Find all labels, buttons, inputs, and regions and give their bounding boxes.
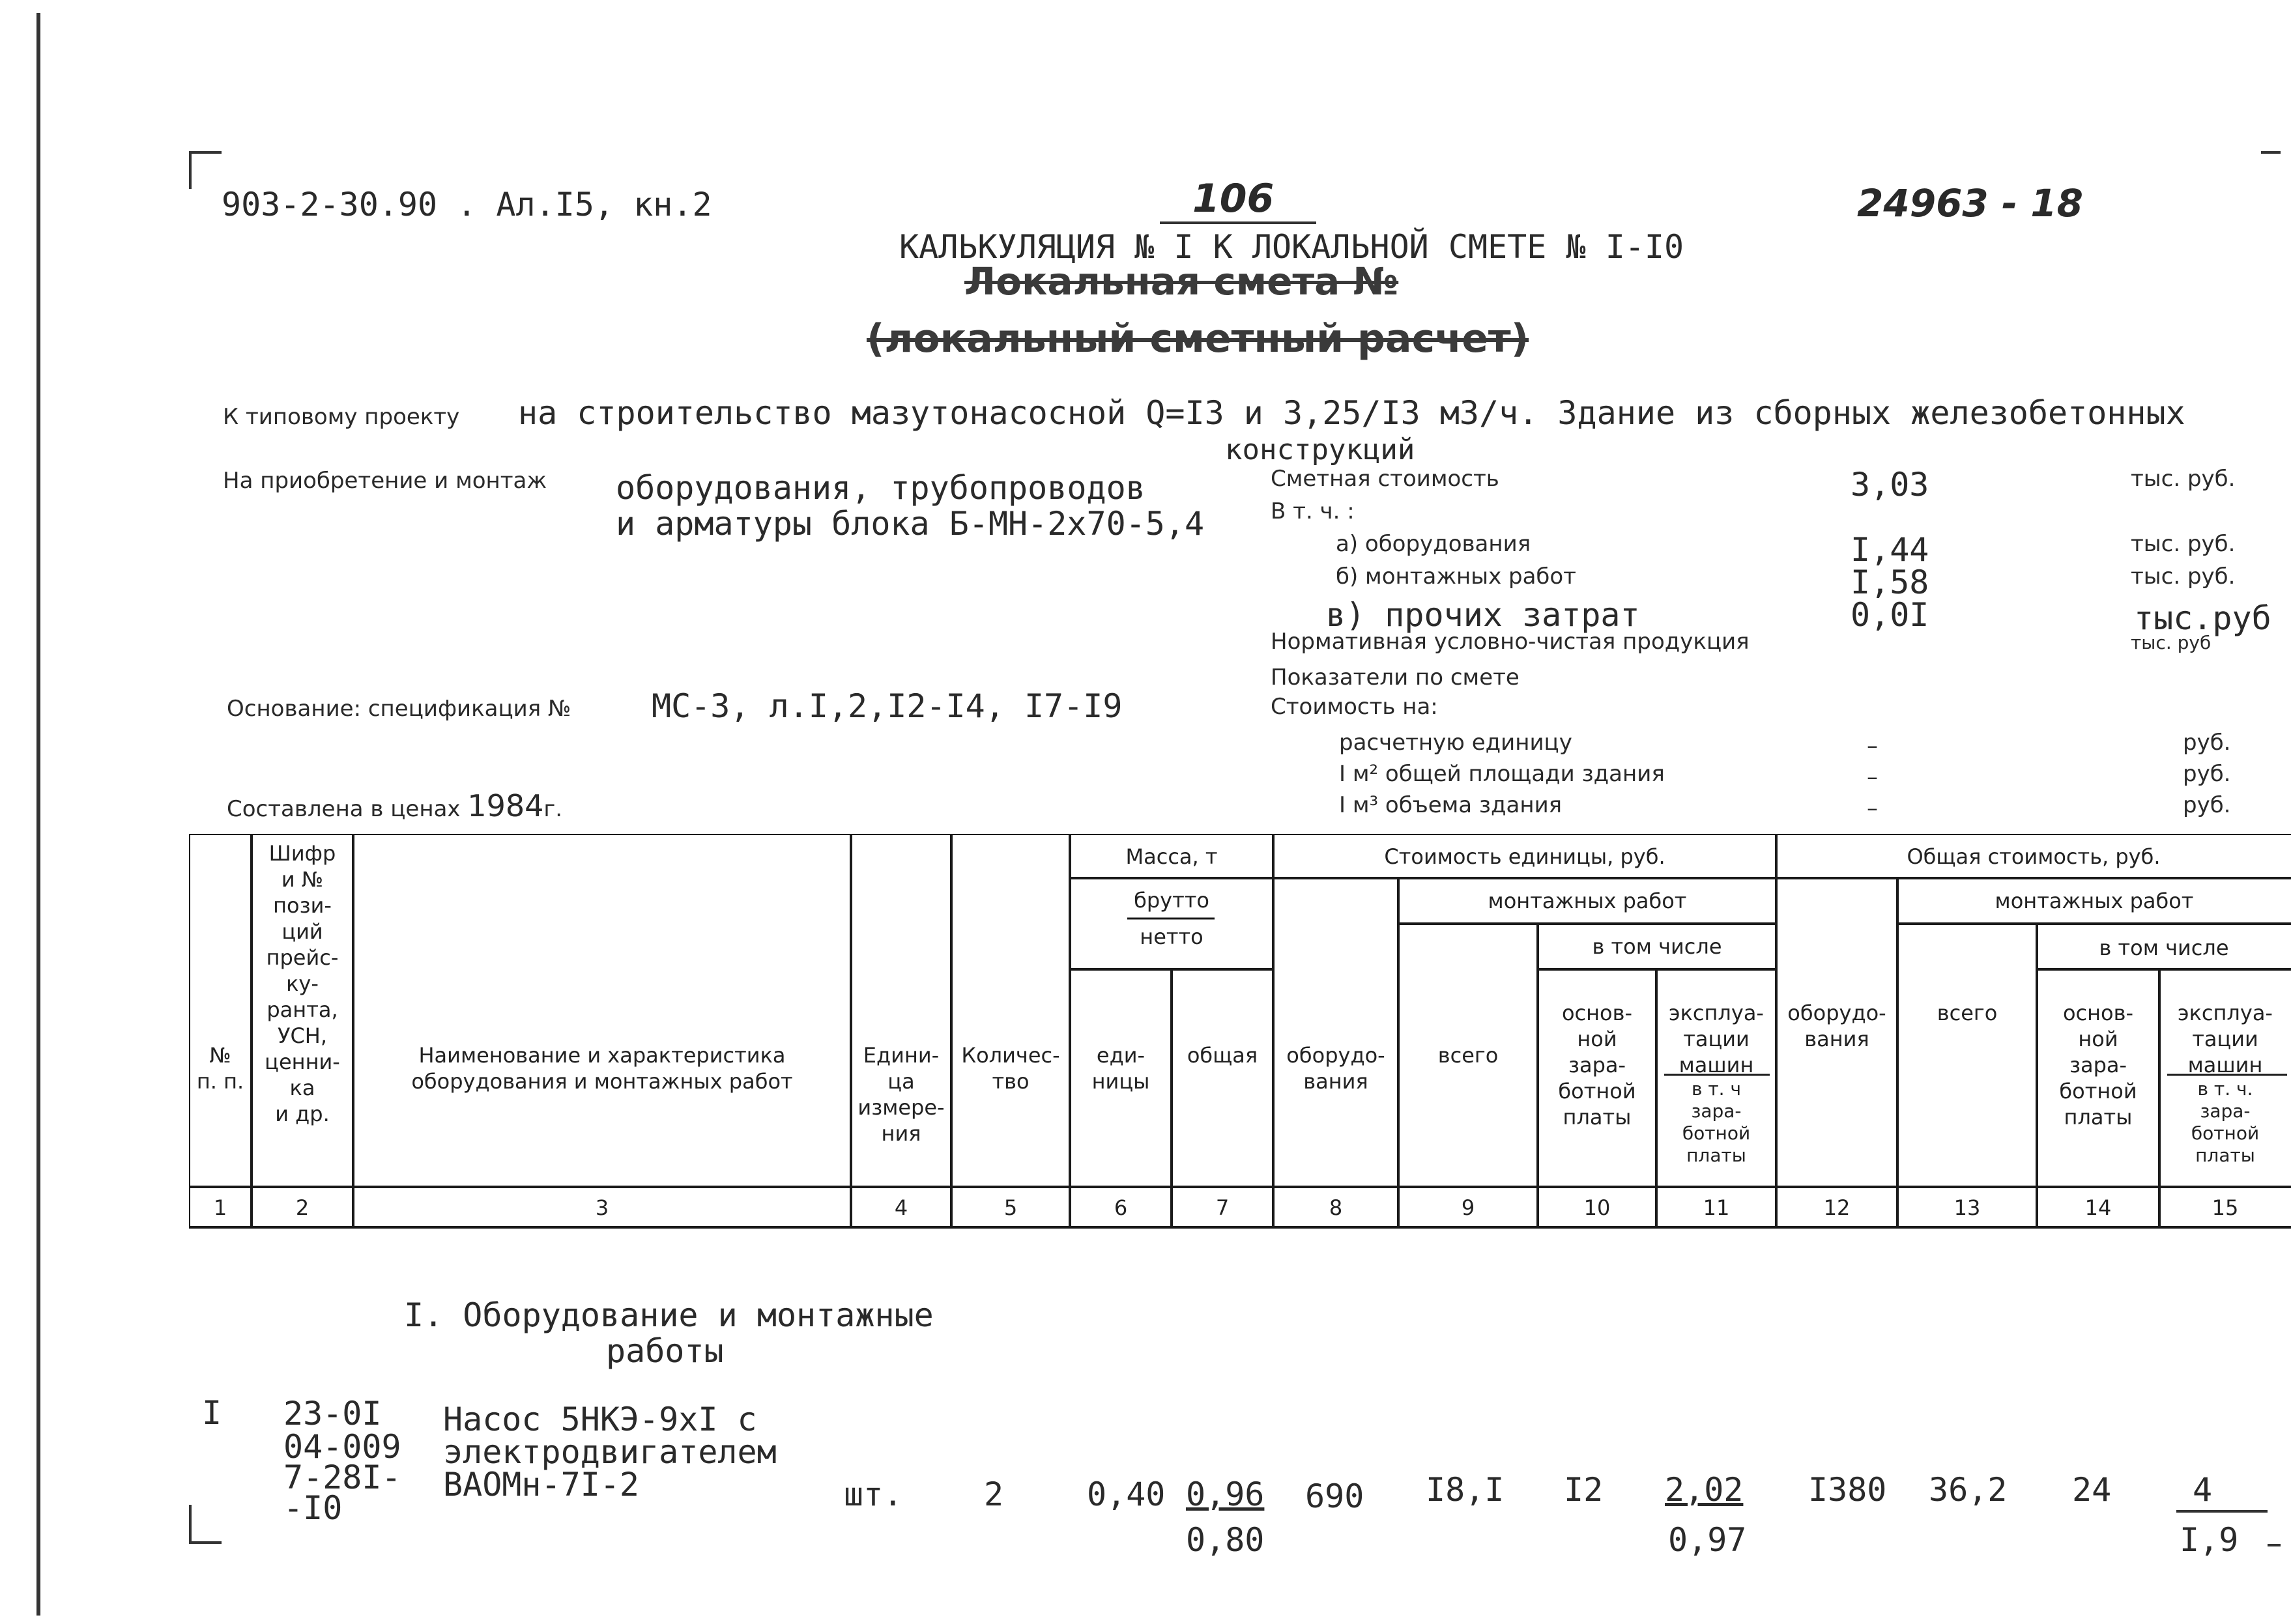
th-mass: Масса, т [1125, 844, 1218, 869]
purpose-value-2: и арматуры блока Б-МН-2х70-5,4 [616, 505, 1205, 543]
col-num: 14 [2084, 1195, 2112, 1220]
th-mass-netto: нетто [1140, 924, 1203, 949]
col-num: 9 [1461, 1195, 1475, 1220]
calc-title: КАЛЬКУЛЯЦИЯ № I К ЛОКАЛЬНОЙ СМЕТЕ № I-I0 [899, 228, 1684, 266]
th-qty: Количес- тво [961, 1043, 1060, 1094]
th-incl-2: в том числе [2099, 935, 2229, 960]
th-equip: оборудо- вания [1286, 1043, 1385, 1094]
per-unit-unit: руб. [2183, 730, 2231, 756]
row-code-4: -I0 [283, 1489, 343, 1527]
col-num: 5 [1003, 1195, 1018, 1220]
smeta-unit: тыс. руб. [2131, 466, 2236, 492]
project-value: на строительство мазутонасосной Q=I3 и 3,25/I3 м3/ч. Здание из сборных железобетонных [518, 394, 2185, 432]
cost-other-unit: тыс.руб [2134, 599, 2271, 637]
th-mont-work: монтажных работ [1488, 889, 1687, 913]
col-num: 13 [1953, 1195, 1981, 1220]
th-machines-salary-2: в т. ч. зара- ботной платы [2191, 1078, 2260, 1166]
col-num: 15 [2212, 1195, 2239, 1220]
compiled-suffix: г. [543, 796, 563, 822]
th-incl: в том числе [1592, 934, 1722, 959]
per-volume-unit: руб. [2183, 792, 2231, 818]
left-margin-line [36, 13, 40, 1616]
th-total-cost: Общая стоимость, руб. [1907, 844, 2161, 869]
row-total-mach-underline [2176, 1510, 2268, 1513]
per-unit-label: расчетную единицу [1339, 730, 1572, 756]
row-mass-brutto: 0,96 [1186, 1475, 1265, 1513]
row-name-3: ВАОМн-7I-2 [443, 1466, 640, 1503]
corner-mark-bottom-left [189, 1505, 192, 1543]
th-unit-cost: Стоимость единицы, руб. [1384, 844, 1665, 869]
cost-on-label: Стоимость на: [1271, 694, 1438, 720]
corner-mark-top-right [2261, 151, 2281, 154]
basis-value: МС-3, л.I,2,I2-I4, I7-I9 [652, 687, 1123, 725]
row-num: I [202, 1394, 222, 1432]
th-mass-brutto: брутто [1134, 888, 1209, 913]
smeta-value: 3,03 [1851, 466, 1929, 504]
normative-unit: тыс. руб [2131, 632, 2212, 653]
per-area-unit: руб. [2183, 761, 2231, 787]
archive-number: 24963 - 18 [1857, 181, 2083, 225]
th-mass-total: общая [1187, 1043, 1258, 1068]
cost-equipment-value: I,44 [1851, 531, 1929, 569]
incl-label: В т. ч. : [1271, 498, 1355, 524]
per-area-value: – [1867, 764, 1878, 790]
th-num: № п. п. [196, 1043, 244, 1094]
doc-reference: 903-2-30.90 . Ал.I5, кн.2 [222, 186, 712, 223]
project-label: К типовому проекту [223, 404, 460, 430]
per-volume-label: I м³ объема здания [1339, 792, 1563, 818]
per-volume-value: – [1867, 795, 1878, 821]
th-machines-salary: в т. ч зара- ботной платы [1682, 1078, 1751, 1166]
page-number-underline [1160, 221, 1316, 224]
row-code-2: 04-009 [283, 1428, 401, 1466]
row-total-base: 24 [2072, 1471, 2112, 1509]
cost-other-label: в) прочих затрат [1326, 596, 1640, 634]
cost-equipment-unit: тыс. руб. [2131, 531, 2236, 557]
col-num: 1 [213, 1195, 227, 1220]
compiled-year: 1984 [467, 788, 544, 823]
col-num: 6 [1114, 1195, 1128, 1220]
th-machines: эксплуа- тации машин [1669, 1001, 1764, 1077]
cost-mont-label: б) монтажных работ [1336, 563, 1576, 590]
th-base-salary: основ- ной зара- ботной платы [1558, 1001, 1636, 1130]
struck-title-1: Локальная смета № [964, 259, 1399, 304]
th-equip-2: оборудо- вания [1787, 1001, 1886, 1051]
th-mass-unit: еди- ницы [1091, 1043, 1150, 1094]
row-total-mach-sal: I,9 [2180, 1521, 2239, 1559]
indicators-label: Показатели по смете [1271, 664, 1520, 691]
cost-mont-unit: тыс. руб. [2131, 563, 2236, 590]
smeta-label: Сметная стоимость [1271, 466, 1499, 492]
basis-label: Основание: спецификация № [227, 696, 571, 722]
row-code-1: 23-0I [283, 1395, 382, 1432]
col-num: 4 [894, 1195, 908, 1220]
corner-mark-top-left [189, 151, 192, 189]
row-equip-total: I380 [1808, 1471, 1887, 1509]
row-name-2: электродвигателем [443, 1433, 777, 1471]
th-code: Шифр и № пози- ций прейс- ку- ранта, УСН, ценни- ка и др. [265, 841, 340, 1126]
purpose-label: На приобретение и монтаж [223, 468, 547, 494]
compiled-line [227, 788, 562, 823]
row-total-mach: 4 [2193, 1471, 2213, 1509]
row-total-mont: 36,2 [1929, 1471, 2008, 1509]
section-title-cont: работы [606, 1332, 724, 1370]
cost-equipment-label: а) оборудования [1336, 531, 1531, 557]
row-equip-unit: 690 [1305, 1477, 1364, 1515]
page-number: 106 [1192, 176, 1275, 221]
normative-label: Нормативная условно-чистая продукция [1271, 629, 1750, 655]
purpose-value-1: оборудования, трубопроводов [616, 469, 1146, 507]
row-qty: 2 [984, 1475, 1004, 1513]
th-machines-2: эксплуа- тации машин [2178, 1001, 2273, 1077]
row-mont-mach-sal: 0,97 [1668, 1521, 1747, 1559]
compiled-label: Составлена в ценах [227, 796, 461, 822]
th-name: Наименование и характеристика оборудования и монтажных работ [411, 1043, 793, 1094]
th-mont-work-2: монтажных работ [1995, 889, 2194, 913]
project-value-cont: конструкций [1225, 433, 1415, 466]
cost-mont-value: I,58 [1851, 563, 1929, 601]
per-area-label: I м² общей площади здания [1339, 761, 1665, 787]
col-num: 2 [295, 1195, 310, 1220]
corner-mark-bottom-left-h [189, 1541, 222, 1544]
col-num: 10 [1583, 1195, 1611, 1220]
row-mass-netto: 0,80 [1186, 1521, 1265, 1559]
th-mont-total: всего [1437, 1043, 1499, 1068]
per-unit-value: – [1867, 733, 1878, 759]
col-num: 3 [595, 1195, 609, 1220]
row-mont-mach: 2,02 [1665, 1471, 1744, 1509]
row-mont-total: I8,I [1426, 1471, 1505, 1509]
row-mont-base: I2 [1564, 1471, 1604, 1509]
row-mass-unit: 0,40 [1087, 1475, 1166, 1513]
col-num: 8 [1329, 1195, 1343, 1220]
th-base-salary-2: основ- ной зара- ботной платы [2059, 1001, 2137, 1130]
col-num: 7 [1215, 1195, 1230, 1220]
row-name-1: Насос 5НКЭ-9хI с [443, 1401, 757, 1438]
col-num: 11 [1703, 1195, 1730, 1220]
cost-other-value: 0,0I [1851, 596, 1929, 634]
section-title: I. Оборудование и монтажные [404, 1296, 934, 1334]
struck-title-2: (локальный сметный расчет) [867, 316, 1529, 362]
col-num: 12 [1823, 1195, 1851, 1220]
corner-mark-top-left-h [189, 151, 222, 154]
th-unit: Едини- ца измере- ния [857, 1043, 945, 1146]
row-unit: шт. [844, 1475, 903, 1513]
row-dash-mark [2268, 1544, 2281, 1546]
th-mont-total-2: всего [1937, 1001, 1998, 1025]
row-code-3: 7-28I- [283, 1459, 401, 1496]
